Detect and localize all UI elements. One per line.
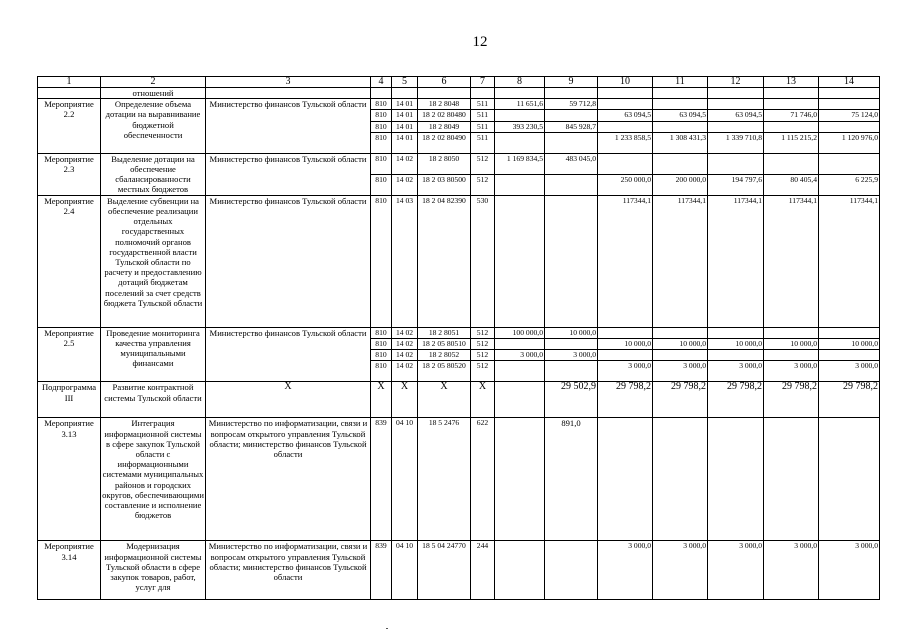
value-cell: 1 339 710,8	[708, 132, 764, 153]
value-cell: Х	[206, 382, 371, 418]
value-cell	[653, 99, 708, 110]
value-cell	[653, 153, 708, 174]
table-cell	[764, 88, 819, 99]
value-cell: 18 2 8048	[418, 99, 471, 110]
activity-code: Мероприятие 2.4	[38, 195, 101, 327]
activity-executor: Министерство финансов Тульской области	[206, 99, 371, 154]
value-cell: 117344,1	[708, 195, 764, 327]
value-cell	[764, 121, 819, 132]
value-cell: 3 000,0	[653, 361, 708, 382]
value-cell: 04 10	[392, 541, 418, 600]
table-cell	[38, 88, 101, 99]
value-cell	[708, 418, 764, 541]
column-header: 11	[653, 77, 708, 88]
value-cell	[764, 153, 819, 174]
value-cell: 11 651,6	[495, 99, 545, 110]
value-cell: 512	[471, 327, 495, 338]
value-cell: 18 2 8049	[418, 121, 471, 132]
value-cell: 512	[471, 174, 495, 195]
value-cell	[495, 132, 545, 153]
value-cell: 3 000,0	[764, 361, 819, 382]
value-cell: 3 000,0	[764, 541, 819, 600]
value-cell	[708, 350, 764, 361]
column-header: 1	[38, 77, 101, 88]
column-header: 10	[598, 77, 653, 88]
subprogram-code: Подпрограмма III	[38, 382, 101, 418]
value-cell: Х	[471, 382, 495, 418]
column-header: 13	[764, 77, 819, 88]
table-cell	[708, 88, 764, 99]
value-cell: 244	[471, 541, 495, 600]
value-cell: 80 405,4	[764, 174, 819, 195]
value-cell: 1 233 858,5	[598, 132, 653, 153]
activity-name: Выделение дотации на обеспечение сбалансированности местных бюджетов	[101, 153, 206, 195]
value-cell	[653, 418, 708, 541]
value-cell: 810	[371, 327, 392, 338]
value-cell: 10 000,0	[598, 339, 653, 350]
value-cell	[495, 339, 545, 350]
activity-name: Интеграция информационной системы в сфере закупок Тульской области с информационными системами муниципальных районов и городских округов, обеспечивающими составление и исполнение бюджетов	[101, 418, 206, 541]
value-cell: 29 798,2	[819, 382, 880, 418]
value-cell	[545, 132, 598, 153]
value-cell: 29 502,9	[545, 382, 598, 418]
value-cell: 250 000,0	[598, 174, 653, 195]
value-cell: 29 798,2	[598, 382, 653, 418]
column-header: 8	[495, 77, 545, 88]
value-cell: 1 308 431,3	[653, 132, 708, 153]
value-cell: 3 000,0	[598, 361, 653, 382]
value-cell	[495, 174, 545, 195]
value-cell: 810	[371, 195, 392, 327]
value-cell: 59 712,8	[545, 99, 598, 110]
header-row	[38, 77, 880, 88]
value-cell: 810	[371, 121, 392, 132]
value-cell: 117344,1	[819, 195, 880, 327]
value-cell	[819, 327, 880, 338]
value-cell: 117344,1	[653, 195, 708, 327]
value-cell	[545, 174, 598, 195]
activity-executor: Министерство по информатизации, связи и вопросам открытого управления Тульской области; министерство финансов Тульской области	[206, 418, 371, 541]
table-row	[38, 153, 880, 174]
column-header: 14	[819, 77, 880, 88]
value-cell: 512	[471, 339, 495, 350]
column-header: 3	[206, 77, 371, 88]
scan-mark	[386, 628, 388, 629]
value-cell: 6 225,9	[819, 174, 880, 195]
activity-name: Определение объема дотации на выравнивание бюджетной обеспеченности	[101, 99, 206, 154]
value-cell: Х	[418, 382, 471, 418]
table-cell	[495, 88, 545, 99]
value-cell: 839	[371, 541, 392, 600]
value-cell: 18 2 03 80500	[418, 174, 471, 195]
value-cell	[764, 99, 819, 110]
value-cell: 3 000,0	[819, 361, 880, 382]
subprogram-name: Развитие контрактной системы Тульской области	[101, 382, 206, 418]
value-cell: 63 094,5	[708, 110, 764, 121]
value-cell: 393 230,5	[495, 121, 545, 132]
value-cell: 14 02	[392, 361, 418, 382]
value-cell	[819, 350, 880, 361]
value-cell	[495, 361, 545, 382]
value-cell	[708, 153, 764, 174]
value-cell	[495, 195, 545, 327]
value-cell: 71 746,0	[764, 110, 819, 121]
value-cell	[545, 110, 598, 121]
value-cell	[708, 121, 764, 132]
value-cell: 530	[471, 195, 495, 327]
value-cell: 18 2 05 80510	[418, 339, 471, 350]
value-cell: 10 000,0	[653, 339, 708, 350]
value-cell	[495, 418, 545, 541]
value-cell: 810	[371, 350, 392, 361]
value-cell: 63 094,5	[653, 110, 708, 121]
value-cell: 1 169 834,5	[495, 153, 545, 174]
value-cell: 839	[371, 418, 392, 541]
value-cell: 810	[371, 99, 392, 110]
value-cell: 18 2 8052	[418, 350, 471, 361]
value-cell	[819, 121, 880, 132]
value-cell: 622	[471, 418, 495, 541]
table-cell	[471, 88, 495, 99]
value-cell: 18 2 02 80480	[418, 110, 471, 121]
value-cell: 810	[371, 110, 392, 121]
value-cell: 512	[471, 350, 495, 361]
value-cell: 29 798,2	[764, 382, 819, 418]
value-cell	[495, 541, 545, 600]
table-cell	[371, 88, 392, 99]
value-cell: 117344,1	[764, 195, 819, 327]
activity-executor: Министерство финансов Тульской области	[206, 195, 371, 327]
column-header: 2	[101, 77, 206, 88]
value-cell: 3 000,0	[653, 541, 708, 600]
value-cell: 3 000,0	[708, 541, 764, 600]
value-cell	[545, 339, 598, 350]
value-cell: 810	[371, 132, 392, 153]
column-header: 9	[545, 77, 598, 88]
value-cell	[708, 327, 764, 338]
table-cell	[653, 88, 708, 99]
table-row	[38, 99, 880, 110]
value-cell: 1 115 215,2	[764, 132, 819, 153]
value-cell: Х	[392, 382, 418, 418]
activity-code: Мероприятие 3.14	[38, 541, 101, 600]
column-header: 4	[371, 77, 392, 88]
value-cell	[598, 121, 653, 132]
column-header: 12	[708, 77, 764, 88]
table-cell	[545, 88, 598, 99]
value-cell	[495, 110, 545, 121]
budget-table	[37, 76, 880, 600]
value-cell	[598, 153, 653, 174]
value-cell: 18 5 2476	[418, 418, 471, 541]
value-cell: 3 000,0	[708, 361, 764, 382]
value-cell: 14 01	[392, 99, 418, 110]
page-number: 12	[472, 34, 488, 50]
value-cell: 18 2 02 80490	[418, 132, 471, 153]
value-cell: 845 928,7	[545, 121, 598, 132]
value-cell	[653, 121, 708, 132]
value-cell: 18 2 04 82390	[418, 195, 471, 327]
column-header: 7	[471, 77, 495, 88]
table-cell	[819, 88, 880, 99]
activity-executor: Министерство по информатизации, связи и вопросам открытого управления Тульской области; министерство финансов Тульской области	[206, 541, 371, 600]
column-header: 5	[392, 77, 418, 88]
table-row	[38, 327, 880, 338]
activity-name: Проведение мониторинга качества управления муниципальными финансами	[101, 327, 206, 382]
table-row	[38, 195, 880, 327]
subprogram-row	[38, 382, 880, 418]
value-cell: 14 03	[392, 195, 418, 327]
value-cell: 14 01	[392, 121, 418, 132]
value-cell: 891,0	[545, 418, 598, 541]
value-cell: 117344,1	[598, 195, 653, 327]
activity-executor: Министерство финансов Тульской области	[206, 153, 371, 195]
value-cell: 14 01	[392, 132, 418, 153]
value-cell: 14 02	[392, 327, 418, 338]
value-cell	[653, 327, 708, 338]
value-cell	[819, 99, 880, 110]
table-cell	[392, 88, 418, 99]
value-cell: 14 02	[392, 350, 418, 361]
value-cell: 29 798,2	[653, 382, 708, 418]
value-cell: 3 000,0	[598, 541, 653, 600]
value-cell: 18 2 8050	[418, 153, 471, 174]
value-cell: 10 000,0	[545, 327, 598, 338]
value-cell: 10 000,0	[708, 339, 764, 350]
value-cell: 512	[471, 361, 495, 382]
value-cell: 511	[471, 132, 495, 153]
value-cell: 3 000,0	[545, 350, 598, 361]
activity-code: Мероприятие 2.3	[38, 153, 101, 195]
value-cell	[764, 350, 819, 361]
value-cell: 512	[471, 153, 495, 174]
table-row	[38, 541, 880, 600]
value-cell: 14 02	[392, 339, 418, 350]
table-row	[38, 418, 880, 541]
value-cell	[819, 153, 880, 174]
value-cell: 75 124,0	[819, 110, 880, 121]
value-cell: 18 2 8051	[418, 327, 471, 338]
value-cell	[708, 99, 764, 110]
activity-name: Модернизация информационной системы Тульской области в сфере закупок товаров, работ, услуг для	[101, 541, 206, 600]
continuation-text: отношений	[101, 88, 206, 99]
value-cell: 483 045,0	[545, 153, 598, 174]
value-cell	[764, 327, 819, 338]
value-cell	[764, 418, 819, 541]
value-cell	[545, 541, 598, 600]
value-cell: 14 02	[392, 174, 418, 195]
value-cell: 100 000,0	[495, 327, 545, 338]
activity-name: Выделение субвенции на обеспечение реализации отдельных государственных полномочий органов государственной власти Тульской области по расчету и предоставлению дотаций бюджетам поселений за счет средств бюджета Тульской области	[101, 195, 206, 327]
table-cell	[598, 88, 653, 99]
value-cell	[598, 99, 653, 110]
value-cell: 810	[371, 339, 392, 350]
value-cell: 1 120 976,0	[819, 132, 880, 153]
value-cell: 14 01	[392, 110, 418, 121]
value-cell	[545, 361, 598, 382]
value-cell: 3 000,0	[819, 541, 880, 600]
activity-executor: Министерство финансов Тульской области	[206, 327, 371, 382]
value-cell	[653, 350, 708, 361]
value-cell: Х	[371, 382, 392, 418]
value-cell: 14 02	[392, 153, 418, 174]
value-cell	[545, 195, 598, 327]
value-cell: 18 5 04 24770	[418, 541, 471, 600]
activity-code: Мероприятие 2.2	[38, 99, 101, 154]
value-cell: 10 000,0	[764, 339, 819, 350]
value-cell: 63 094,5	[598, 110, 653, 121]
value-cell	[598, 350, 653, 361]
continuation-row	[38, 88, 880, 99]
value-cell: 810	[371, 361, 392, 382]
value-cell: 3 000,0	[495, 350, 545, 361]
value-cell: 200 000,0	[653, 174, 708, 195]
table-cell	[206, 88, 371, 99]
table-cell	[418, 88, 471, 99]
value-cell: 511	[471, 99, 495, 110]
activity-code: Мероприятие 3.13	[38, 418, 101, 541]
value-cell: 29 798,2	[708, 382, 764, 418]
value-cell	[598, 327, 653, 338]
value-cell: 810	[371, 153, 392, 174]
activity-code: Мероприятие 2.5	[38, 327, 101, 382]
column-header: 6	[418, 77, 471, 88]
value-cell: 810	[371, 174, 392, 195]
value-cell: 194 797,6	[708, 174, 764, 195]
value-cell: 18 2 05 80520	[418, 361, 471, 382]
value-cell: 04 10	[392, 418, 418, 541]
value-cell: 511	[471, 110, 495, 121]
value-cell: 511	[471, 121, 495, 132]
value-cell: 10 000,0	[819, 339, 880, 350]
value-cell	[598, 418, 653, 541]
value-cell	[819, 418, 880, 541]
value-cell	[495, 382, 545, 418]
